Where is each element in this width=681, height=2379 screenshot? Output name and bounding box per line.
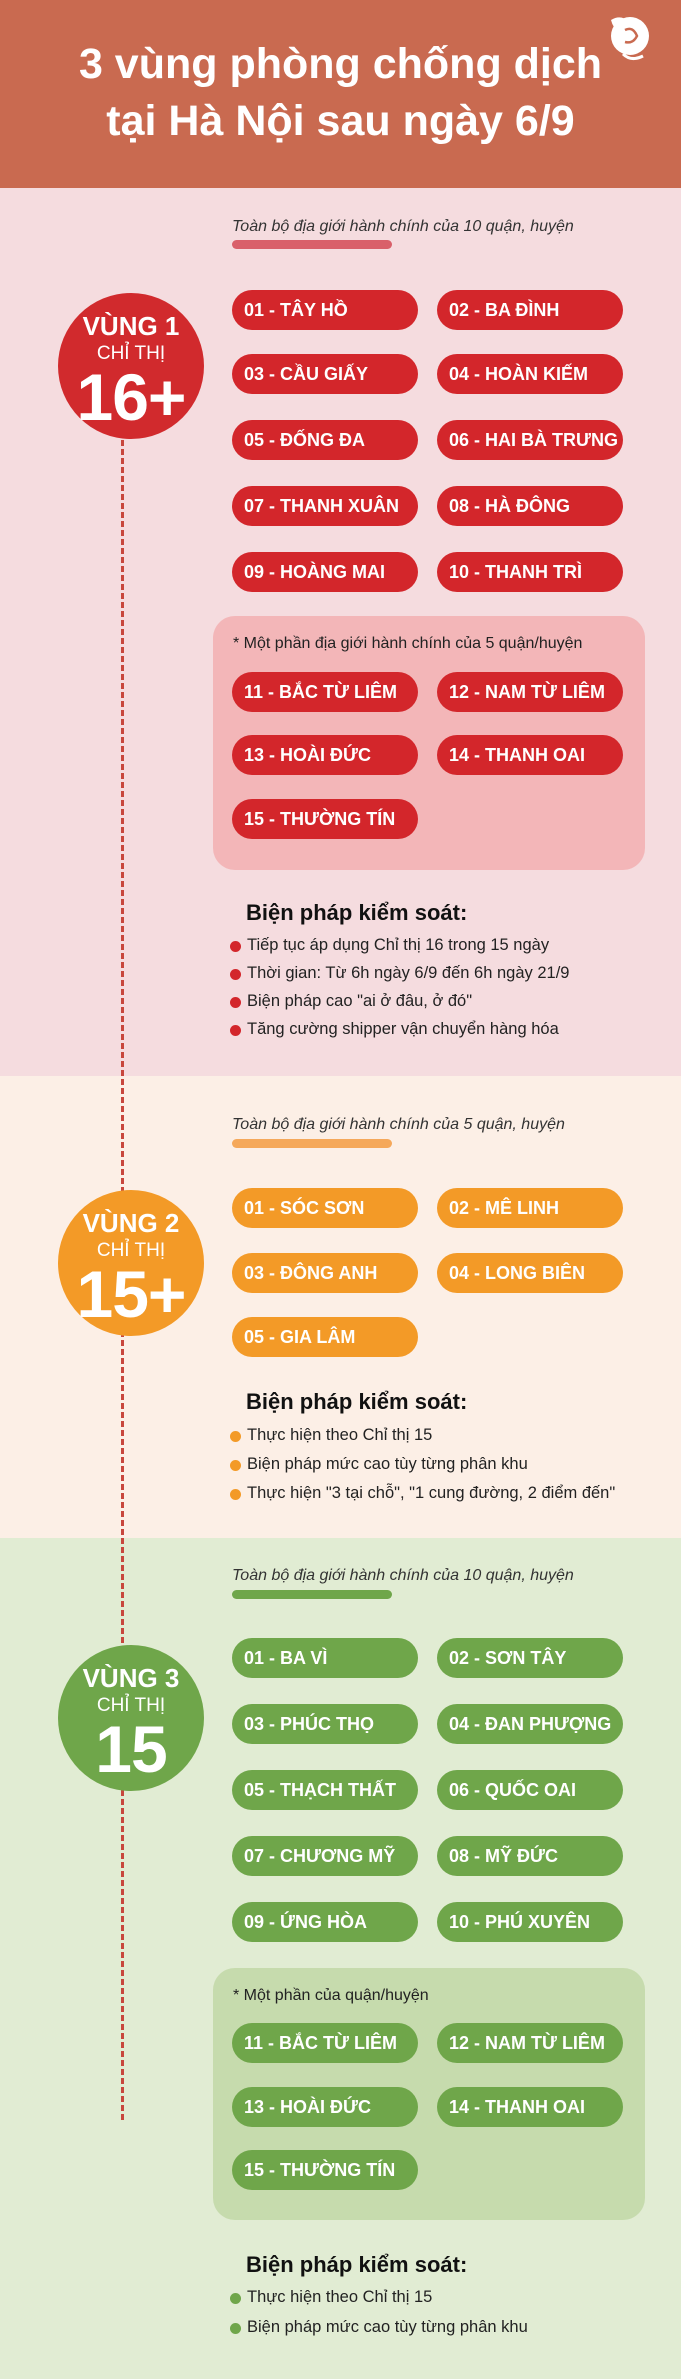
zone1-measure: Tăng cường shipper vận chuyển hàng hóa: [247, 1020, 559, 1038]
zone2-badge-label: CHỈ THỊ: [96, 1240, 166, 1261]
zone3-badge-label: CHỈ THỊ: [96, 1695, 166, 1716]
zone1-measures-title: Biện pháp kiểm soát:: [246, 900, 468, 925]
zone2-underline: [232, 1139, 392, 1148]
page-title-line2: tại Hà Nội sau ngày 6/9: [106, 97, 575, 145]
zone2-badge-title: VÙNG 2: [82, 1208, 180, 1238]
partial-district-pill: 11 - BẮC TỪ LIÊM: [232, 672, 418, 712]
partial-district-pill: 14 - THANH OAI: [437, 735, 623, 775]
district-pill: 05 - ĐỐNG ĐA: [232, 420, 418, 460]
zone1-underline: [232, 240, 392, 249]
district-pill: 02 - SƠN TÂY: [437, 1638, 623, 1678]
zone3-underline: [232, 1590, 392, 1599]
bullet-icon: [230, 1431, 241, 1442]
zone1-measure: Tiếp tục áp dụng Chỉ thị 16 trong 15 ngày: [247, 936, 550, 954]
zone3-badge: [58, 1645, 204, 1791]
zone1-measure: Thời gian: Từ 6h ngày 6/9 đến 6h ngày 21/9: [247, 964, 570, 982]
partial-district-pill: 12 - NAM TỪ LIÊM: [437, 672, 623, 712]
district-pill: 02 - BA ĐÌNH: [437, 290, 623, 330]
district-pill: 02 - MÊ LINH: [437, 1188, 623, 1228]
partial-district-pill: 11 - BẮC TỪ LIÊM: [232, 2023, 418, 2063]
district-pill: 10 - THANH TRÌ: [437, 552, 623, 592]
zone1-badge-label: CHỈ THỊ: [96, 343, 166, 364]
zone2-measures-title: Biện pháp kiểm soát:: [246, 1389, 468, 1414]
district-pill: 03 - CẦU GIẤY: [232, 354, 418, 394]
zone3-measure: Biện pháp mức cao tùy từng phân khu: [247, 2318, 528, 2336]
zone3-intro: Toàn bộ địa giới hành chính của 10 quận, huyện: [232, 1567, 574, 1584]
district-pill: 08 - HÀ ĐÔNG: [437, 486, 623, 526]
zone3-partial-note: * Một phần của quận/huyện: [233, 1987, 429, 2004]
partial-district-pill: 12 - NAM TỪ LIÊM: [437, 2023, 623, 2063]
bullet-icon: [230, 969, 241, 980]
zone1-badge-number: 16+: [76, 360, 186, 434]
zone2-measure: Thực hiện "3 tại chỗ", "1 cung đường, 2 điểm đến": [247, 1484, 616, 1502]
bullet-icon: [230, 2323, 241, 2334]
district-pill: 05 - GIA LÂM: [232, 1317, 418, 1357]
district-pill: 09 - ỨNG HÒA: [232, 1902, 418, 1942]
district-pill: 04 - HOÀN KIẾM: [437, 354, 623, 394]
district-pill: 03 - ĐÔNG ANH: [232, 1253, 418, 1293]
district-pill: 04 - LONG BIÊN: [437, 1253, 623, 1293]
district-pill: 08 - MỸ ĐỨC: [437, 1836, 623, 1876]
zone1-badge-title: VÙNG 1: [82, 311, 180, 341]
partial-district-pill: 13 - HOÀI ĐỨC: [232, 2087, 418, 2127]
partial-district-pill: 15 - THƯỜNG TÍN: [232, 2150, 418, 2190]
zone2-measure: Thực hiện theo Chỉ thị 15: [247, 1426, 433, 1444]
zone1-intro: Toàn bộ địa giới hành chính của 10 quận, huyện: [232, 218, 574, 235]
zone1-measure: Biện pháp cao "ai ở đâu, ở đó": [247, 992, 473, 1010]
partial-district-pill: 13 - HOÀI ĐỨC: [232, 735, 418, 775]
bullet-icon: [230, 1460, 241, 1471]
district-pill: 01 - TÂY HỒ: [232, 290, 418, 330]
district-pill: 07 - CHƯƠNG MỸ: [232, 1836, 418, 1876]
zone3-measures-title: Biện pháp kiểm soát:: [246, 2252, 468, 2277]
partial-district-pill: 15 - THƯỜNG TÍN: [232, 799, 418, 839]
zone3-measure: Thực hiện theo Chỉ thị 15: [247, 2288, 433, 2306]
bullet-icon: [230, 2293, 241, 2304]
page-title-line1: 3 vùng phòng chống dịch: [78, 40, 603, 88]
bullet-icon: [230, 941, 241, 952]
bullet-icon: [230, 1025, 241, 1036]
bullet-icon: [230, 997, 241, 1008]
district-pill: 01 - BA VÌ: [232, 1638, 418, 1678]
header-banner: [0, 0, 681, 188]
district-pill: 09 - HOÀNG MAI: [232, 552, 418, 592]
district-pill: 10 - PHÚ XUYÊN: [437, 1902, 623, 1942]
logo-icon: [603, 10, 653, 64]
district-pill: 07 - THANH XUÂN: [232, 486, 418, 526]
district-pill: 03 - PHÚC THỌ: [232, 1704, 418, 1744]
zone3-badge-title: VÙNG 3: [82, 1663, 180, 1693]
partial-district-pill: 14 - THANH OAI: [437, 2087, 623, 2127]
zone2-measure: Biện pháp mức cao tùy từng phân khu: [247, 1455, 528, 1473]
district-pill: 05 - THẠCH THẤT: [232, 1770, 418, 1810]
district-pill: 01 - SÓC SƠN: [232, 1188, 418, 1228]
bullet-icon: [230, 1489, 241, 1500]
zone2-intro: Toàn bộ địa giới hành chính của 5 quận, huyện: [232, 1116, 565, 1133]
zone1-partial-note: * Một phần địa giới hành chính của 5 quận/huyện: [233, 635, 583, 652]
district-pill: 06 - QUỐC OAI: [437, 1770, 623, 1810]
zone1-badge: [58, 293, 204, 439]
zone2-badge: [58, 1190, 204, 1336]
district-pill: 04 - ĐAN PHƯỢNG: [437, 1704, 623, 1744]
district-pill: 06 - HAI BÀ TRƯNG: [437, 420, 623, 460]
zone2-badge-number: 15+: [76, 1257, 186, 1331]
zone3-badge-number: 15: [95, 1712, 167, 1786]
